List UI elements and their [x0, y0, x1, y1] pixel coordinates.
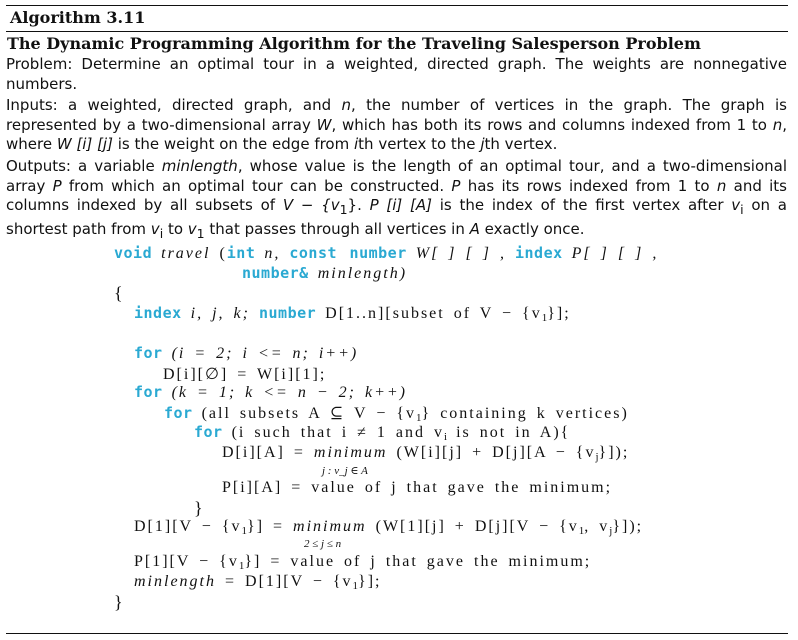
code-for-loop-1: for (i = 2; i <= n; i++) — [134, 344, 359, 362]
code-recurrence: D[i][A] = minimum $(W[i][j] + D[j][A - \{v_j\}])$; — [222, 444, 630, 463]
algorithm-number: Algorithm 3.11 — [10, 8, 146, 27]
bottom-rule — [6, 633, 788, 634]
inner-close-brace: } — [194, 498, 203, 518]
code-final-choice: $P[1][V - \{v_1\}]$ = value of j that gave the minimum; — [134, 553, 592, 572]
outputs-paragraph: Outputs: a variable minlength, whose value is the length of an optimal tour, and a two-dimensional array P from which an optimal tour can be constructed. P has its rows indexed from 1 to n and its columns indexed by all subsets of $V - \{v_1\}$. P [i] [A] is the index of the first vertex after $v_i$ on a shortest path from $v_i$ to $v_1$ that passes through all vertices in A exactly once. — [6, 157, 787, 241]
code-for-loop-2: for (k = 1; k <= n − 2; k++) — [134, 383, 407, 401]
code-minlength-assign: minlength = $D[1][V - \{v_1\}]$; — [134, 573, 382, 592]
function-open-brace: { — [114, 283, 123, 303]
inputs-paragraph: Inputs: a weighted, directed graph, and n, the number of vertices in the graph. The graph is represented by a two-dimensional array W, which has both its rows and columns indexed from 1 to n, where W [i] [j] is the weight on the edge from ith vertex to the jth vertex. — [6, 96, 788, 153]
top-rule — [6, 5, 788, 6]
code-declarations: index i, j, k; number D[1..n][subset of $V - \{v_1\}$]; — [134, 304, 571, 324]
minimum-subscript-1: j : v_j ∈ A — [322, 465, 368, 477]
function-close-brace: } — [114, 592, 123, 612]
code-record-choice: P[i][A] = value of j that gave the minimum; — [222, 479, 613, 496]
code-for-loop-4: for (i such that i ≠ 1 and $v_i$ is not in A){ — [194, 423, 571, 443]
code-signature-line1: void travel (int n, const number W[ ] [ ] , index P[ ] [ ] , — [114, 244, 659, 262]
header-rule — [6, 31, 788, 32]
code-final-minimum: $D[1][V - \{v_1\}]$ = minimum ($W[1][j] + D[j][V - \{v_1$, $v_j$}]); — [134, 518, 644, 537]
code-signature-line2: number& minlength) — [242, 264, 408, 282]
minimum-subscript-2: 2 ≤ j ≤ n — [304, 538, 342, 550]
code-init-statement: D[i][∅] = W[i][1]; — [163, 366, 327, 383]
algorithm-title: The Dynamic Programming Algorithm for the Traveling Salesperson Problem — [7, 34, 701, 53]
problem-paragraph: Problem: Determine an optimal tour in a weighted, directed graph. The weights are nonnegative numbers. — [6, 55, 787, 93]
code-for-loop-3: for (all subsets A ⊆ $V - \{v_1\}$ containing k vertices) — [164, 404, 629, 424]
